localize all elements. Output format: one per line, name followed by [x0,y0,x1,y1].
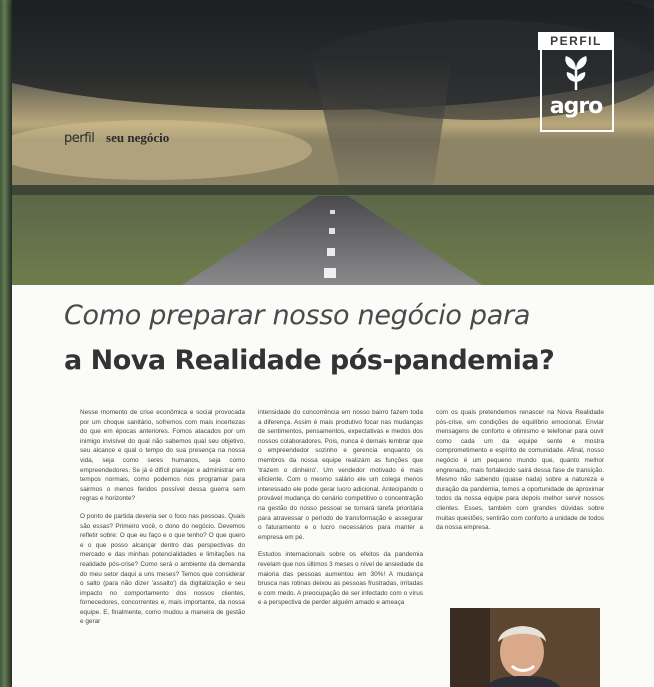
section-label [64,130,169,146]
paragraph: intensidade do concorrência em nosso bairro fazem toda a diferença. Assim é mais produtivo focar nas mudanças de sentimentos, pensamentos, expectativas e medos dos nossos colaboradores. Pois, nunca é demais lembrar que o empreendedor sozinho e gerencia enquanto os membros da nossa equipe realizam as funções que 'trazem o dinheiro'. Um vendedor motivado é mais eficiente. Com o mesmo salário ele um colega menos interessado ele pode gerar lucro adicional. Antecipando o provável mudança do cenário competitivo o concentração na gestão do nosso pessoal se tornará tarefa prioritária para atravessar o período de transformação e assegurar o faturamento e o lucro necessários para manter a empresa em pé. [258,409,423,541]
logo-perfil-text: PERFIL [538,32,614,50]
paragraph: Nesse momento de crise econômica e social provocada por um choque sanitário, sofremos com mais incertezas do que em épocas anteriores. Fomos atacados por um inimigo invisível do qual não sabemos qual seu objetivo, seu alcance e qual o tempo do sua presença na nossa vida, seja como seres humanos, seja como empreendedores. Se já é difícil planejar e administrar em tempos normais, como podemos nos programar para sairmos o menos feridos possível dessa guerra sem regras e horizonte? [80,409,245,503]
author-portrait [450,608,600,687]
headline-line-2: a Nova Realidade pós-pandemia? [64,345,555,376]
section-name: seu negócio [106,130,170,145]
leaf-icon [562,54,590,92]
headline-line-1: Como preparar nosso negócio para [64,300,531,331]
article-column-3 [436,408,604,541]
author-photo [450,608,600,687]
hero-image [12,0,654,285]
brand-perfil: perfil [64,131,95,146]
perfil-agro-logo [538,32,614,132]
logo-agro-text: agro [549,94,603,119]
article-column-1 [80,408,245,635]
magazine-page [12,0,654,687]
article-column-2 [258,408,423,616]
paragraph: com os quais pretendemos renascer na Nova Realidade pós-crise, em condições de equilíbrio emocional. Enviar mensagens de conforto e otimismo e telefonar para ouvir como cada um da equipe sente e mostra comprometimento e espírito de comunidade. Afinal, nosso negócio é um pequeno mundo que, quanto melhor engrenado, mais fortalecido sairá dessa fase de transição. Mesmo não sabendo (quase nada) sobre a natureza e duração da pandemia, temos a oportunidade de aproximar todos da nossa equipe para depois melhor servir nossos clientes. Esses, também com grandes dúvidas sobre muitas questões, sentirão com conforto a unidade de todos da nossa empresa. [436,409,604,532]
adjacent-page-edge [0,0,12,687]
paragraph: O ponto de partida deveria ser o foco nas pessoas. Quais são essas? Primeiro você, o dono do negócio. Devemos refletir sobre: O que eu faço e o que tenho? O que quero e o que posso alcançar dentro das perspectivas do mercado e das minhas potencialidades e limitações na realidade pós-crise? Como será o ambiente da demanda do meu setor daqui a uns meses? Temos que considerar o salto (para não dizer 'assalto') da digitalização e seu impacto no comportamento dos nossos clientes, fornecedores, concorrentes e, mais importante, da nossa equipe. E, finalmente, como mudou a maneira de gestão e gerar [80,512,245,626]
paragraph: Estudos internacionais sobre os efeitos da pandemia revelam que nos últimos 3 meses o nível de ansiedade da maioria das pessoas aumentou em 30%! A mudança brusca nas rotinas deixou as pessoas frustradas, irritadas e com medo. A preocupação de ser infectado com o vírus e a perspectiva de perder alguém amado e ameaça [258,551,423,607]
